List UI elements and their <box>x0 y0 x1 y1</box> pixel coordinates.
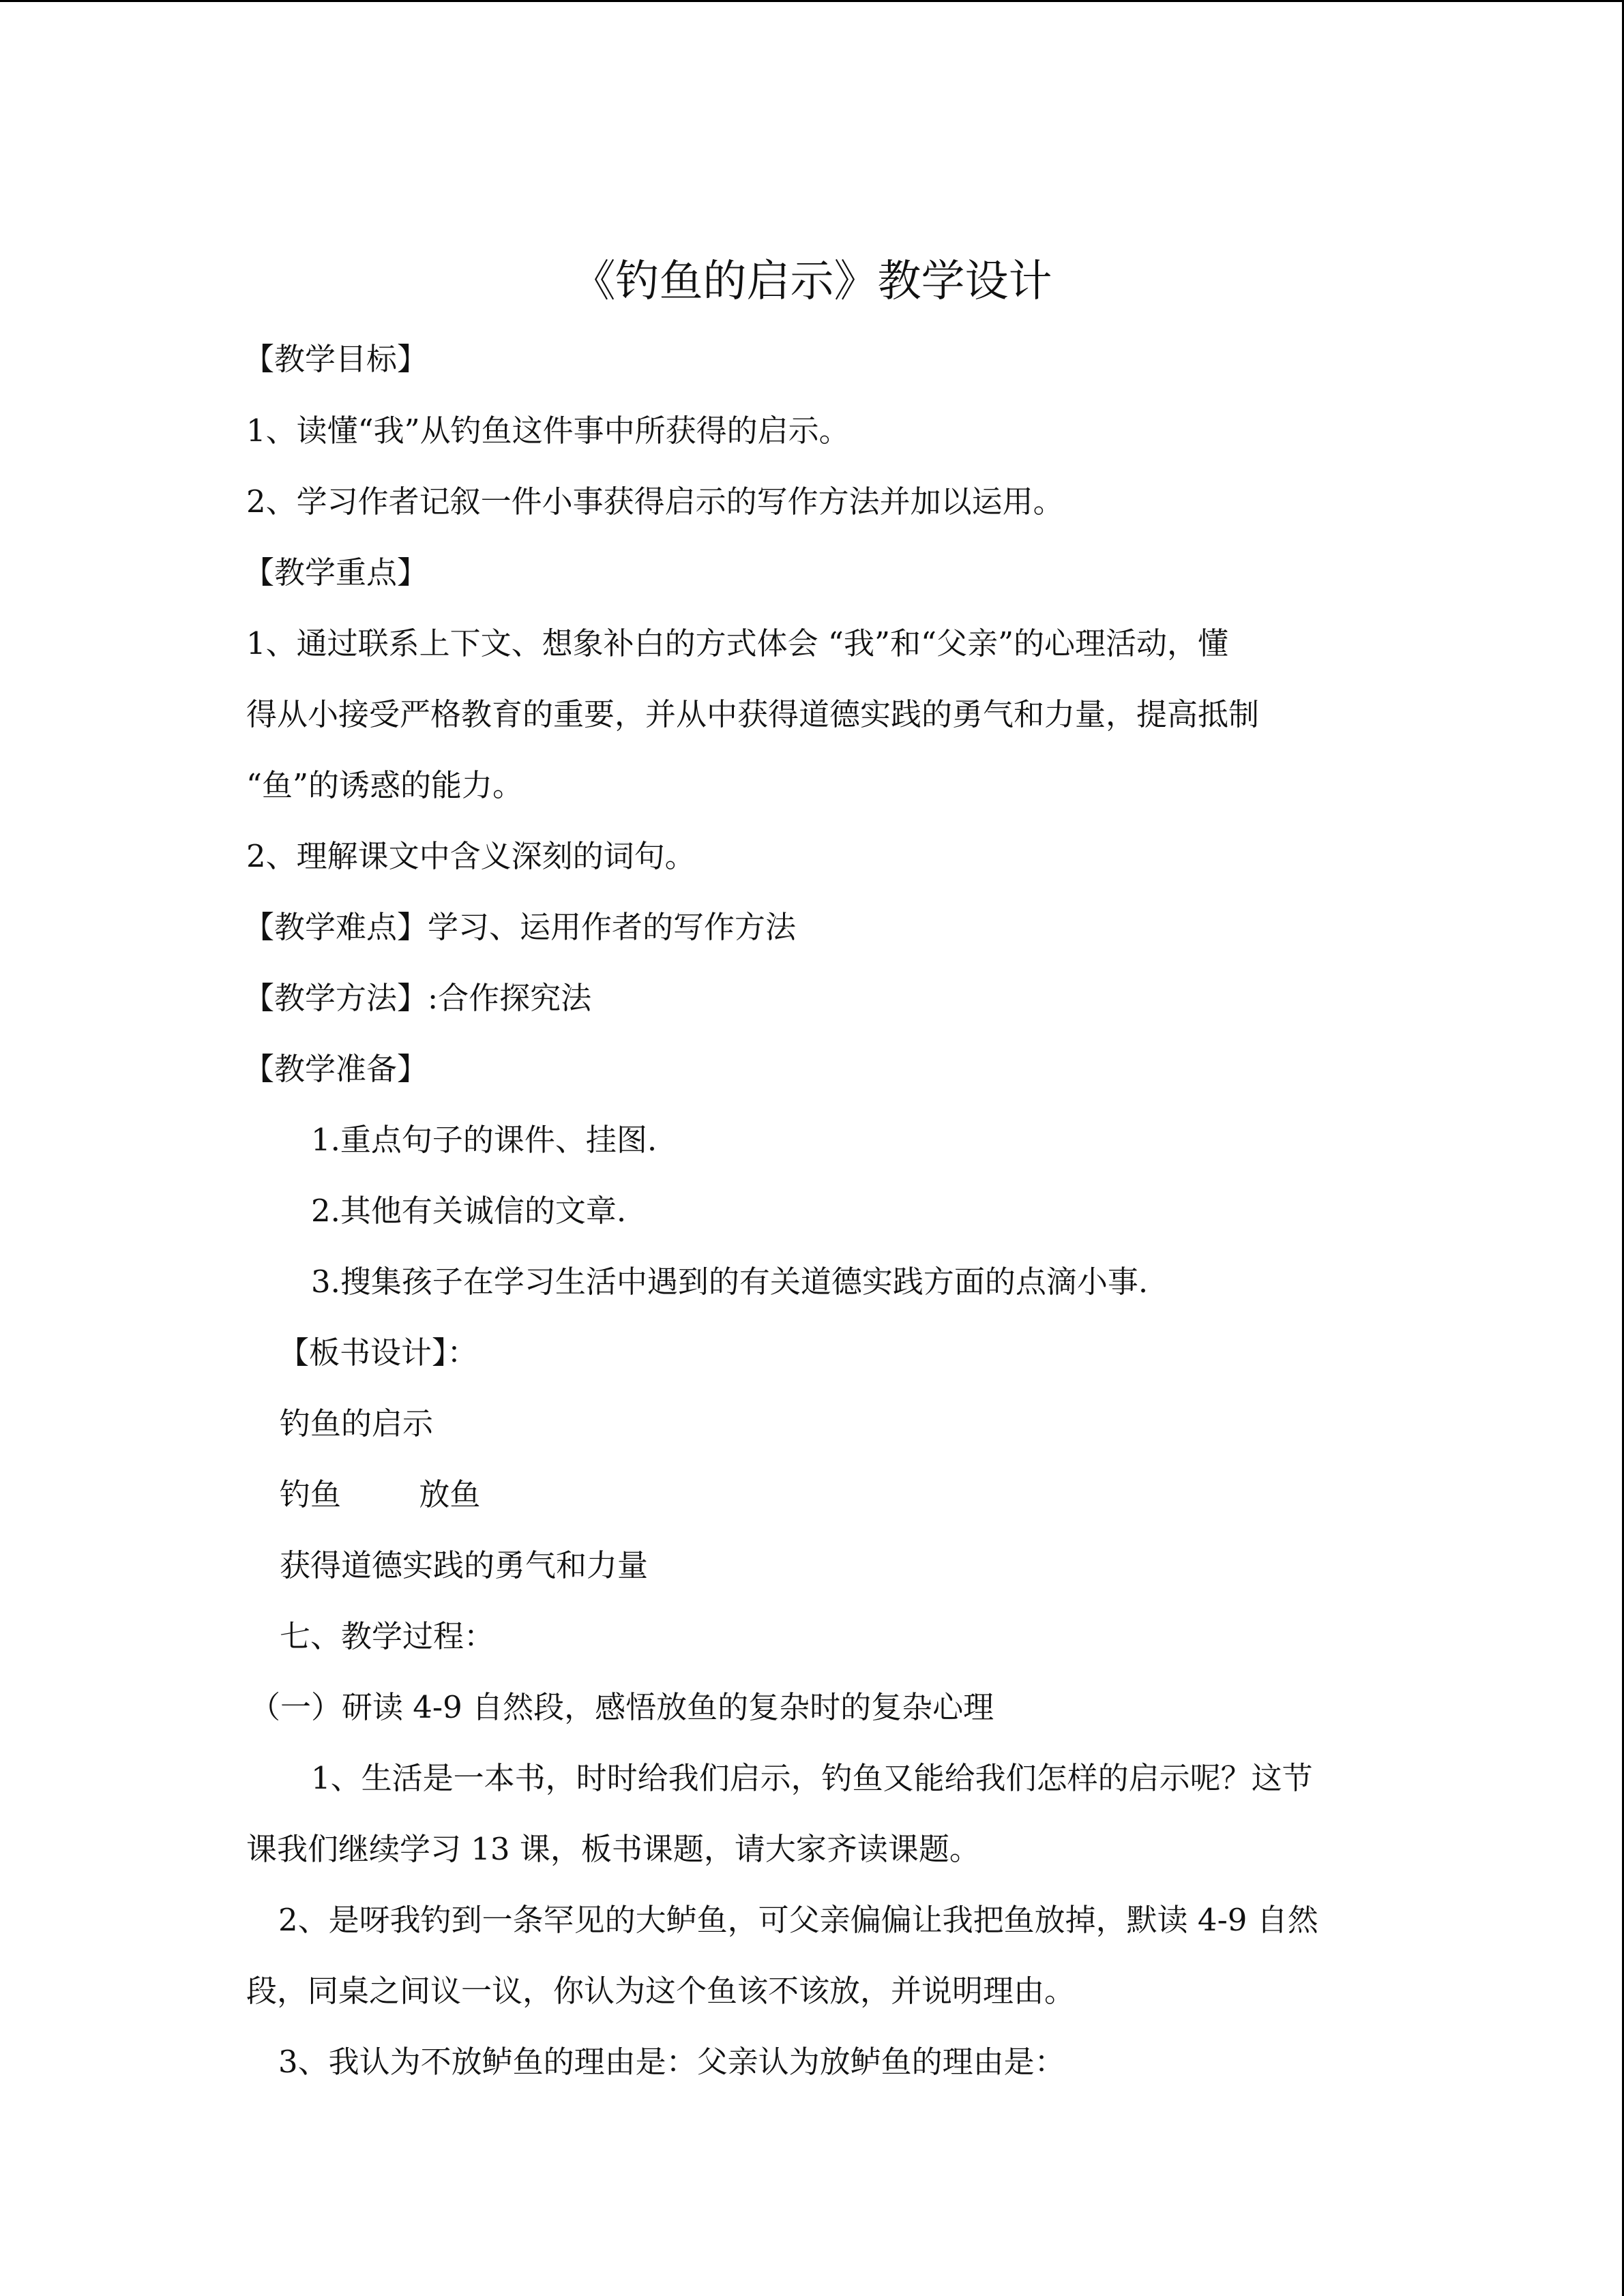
objective-item-2: 2、学习作者记叙一件小事获得启示的写作方法并加以运用。 <box>246 483 1064 520</box>
key-point-2: 2、理解课文中含义深刻的词句。 <box>246 838 696 874</box>
section-heading-objectives: 【教学目标】 <box>243 341 428 377</box>
objective-item-1: 1、读懂“我”从钓鱼这件事中所获得的启示。 <box>246 413 850 449</box>
key-point-1-line-3: “鱼”的诱惑的能力。 <box>246 767 524 803</box>
document-title: 《钓鱼的启示》教学设计 <box>572 256 1052 307</box>
section-heading-board-design: 【板书设计】： <box>278 1335 478 1371</box>
page-top-border <box>0 0 1624 2</box>
section-heading-preparation: 【教学准备】 <box>243 1051 428 1087</box>
process-step-1-line-1: 1、生活是一本书，时时给我们启示，钓鱼又能给我们怎样的启示呢？这节 <box>311 1760 1313 1796</box>
section-heading-key-points: 【教学重点】 <box>243 554 428 591</box>
process-step-2-line-1: 2、是呀我钓到一条罕见的大鲈鱼，可父亲偏偏让我把鱼放掉，默读 4-9 自然 <box>278 1902 1318 1938</box>
process-step-1-line-2: 课我们继续学习 13 课，板书课题，请大家齐读课题。 <box>246 1831 980 1867</box>
preparation-item-3: 3.搜集孩子在学习生活中遇到的有关道德实践方面的点滴小事. <box>311 1264 1149 1300</box>
preparation-item-2: 2.其他有关诚信的文章. <box>311 1193 627 1229</box>
preparation-item-1: 1.重点句子的课件、挂图. <box>311 1122 658 1158</box>
board-line-3: 获得道德实践的勇气和力量 <box>280 1547 649 1583</box>
process-step-3: 3、我认为不放鲈鱼的理由是：父亲认为放鲈鱼的理由是： <box>278 2044 1065 2080</box>
process-step-2-line-2: 段，同桌之间议一议，你认为这个鱼该不该放，并说明理由。 <box>246 1973 1076 2009</box>
section-method: 【教学方法】:合作探究法 <box>243 980 592 1016</box>
process-subheading-1: （一）研读 4-9 自然段，感悟放鱼的复杂时的复杂心理 <box>250 1689 994 1725</box>
board-line-2: 钓鱼 放鱼 <box>280 1476 481 1512</box>
section-heading-process: 七、教学过程： <box>280 1618 495 1654</box>
key-point-1-line-2: 得从小接受严格教育的重要，并从中获得道德实践的勇气和力量，提高抵制 <box>246 696 1260 732</box>
section-difficulty: 【教学难点】学习、运用作者的写作方法 <box>243 909 797 945</box>
key-point-1-line-1: 1、通过联系上下文、想象补白的方式体会 “我”和“父亲”的心理活动，懂 <box>246 625 1228 661</box>
board-line-1: 钓鱼的启示 <box>280 1405 434 1442</box>
